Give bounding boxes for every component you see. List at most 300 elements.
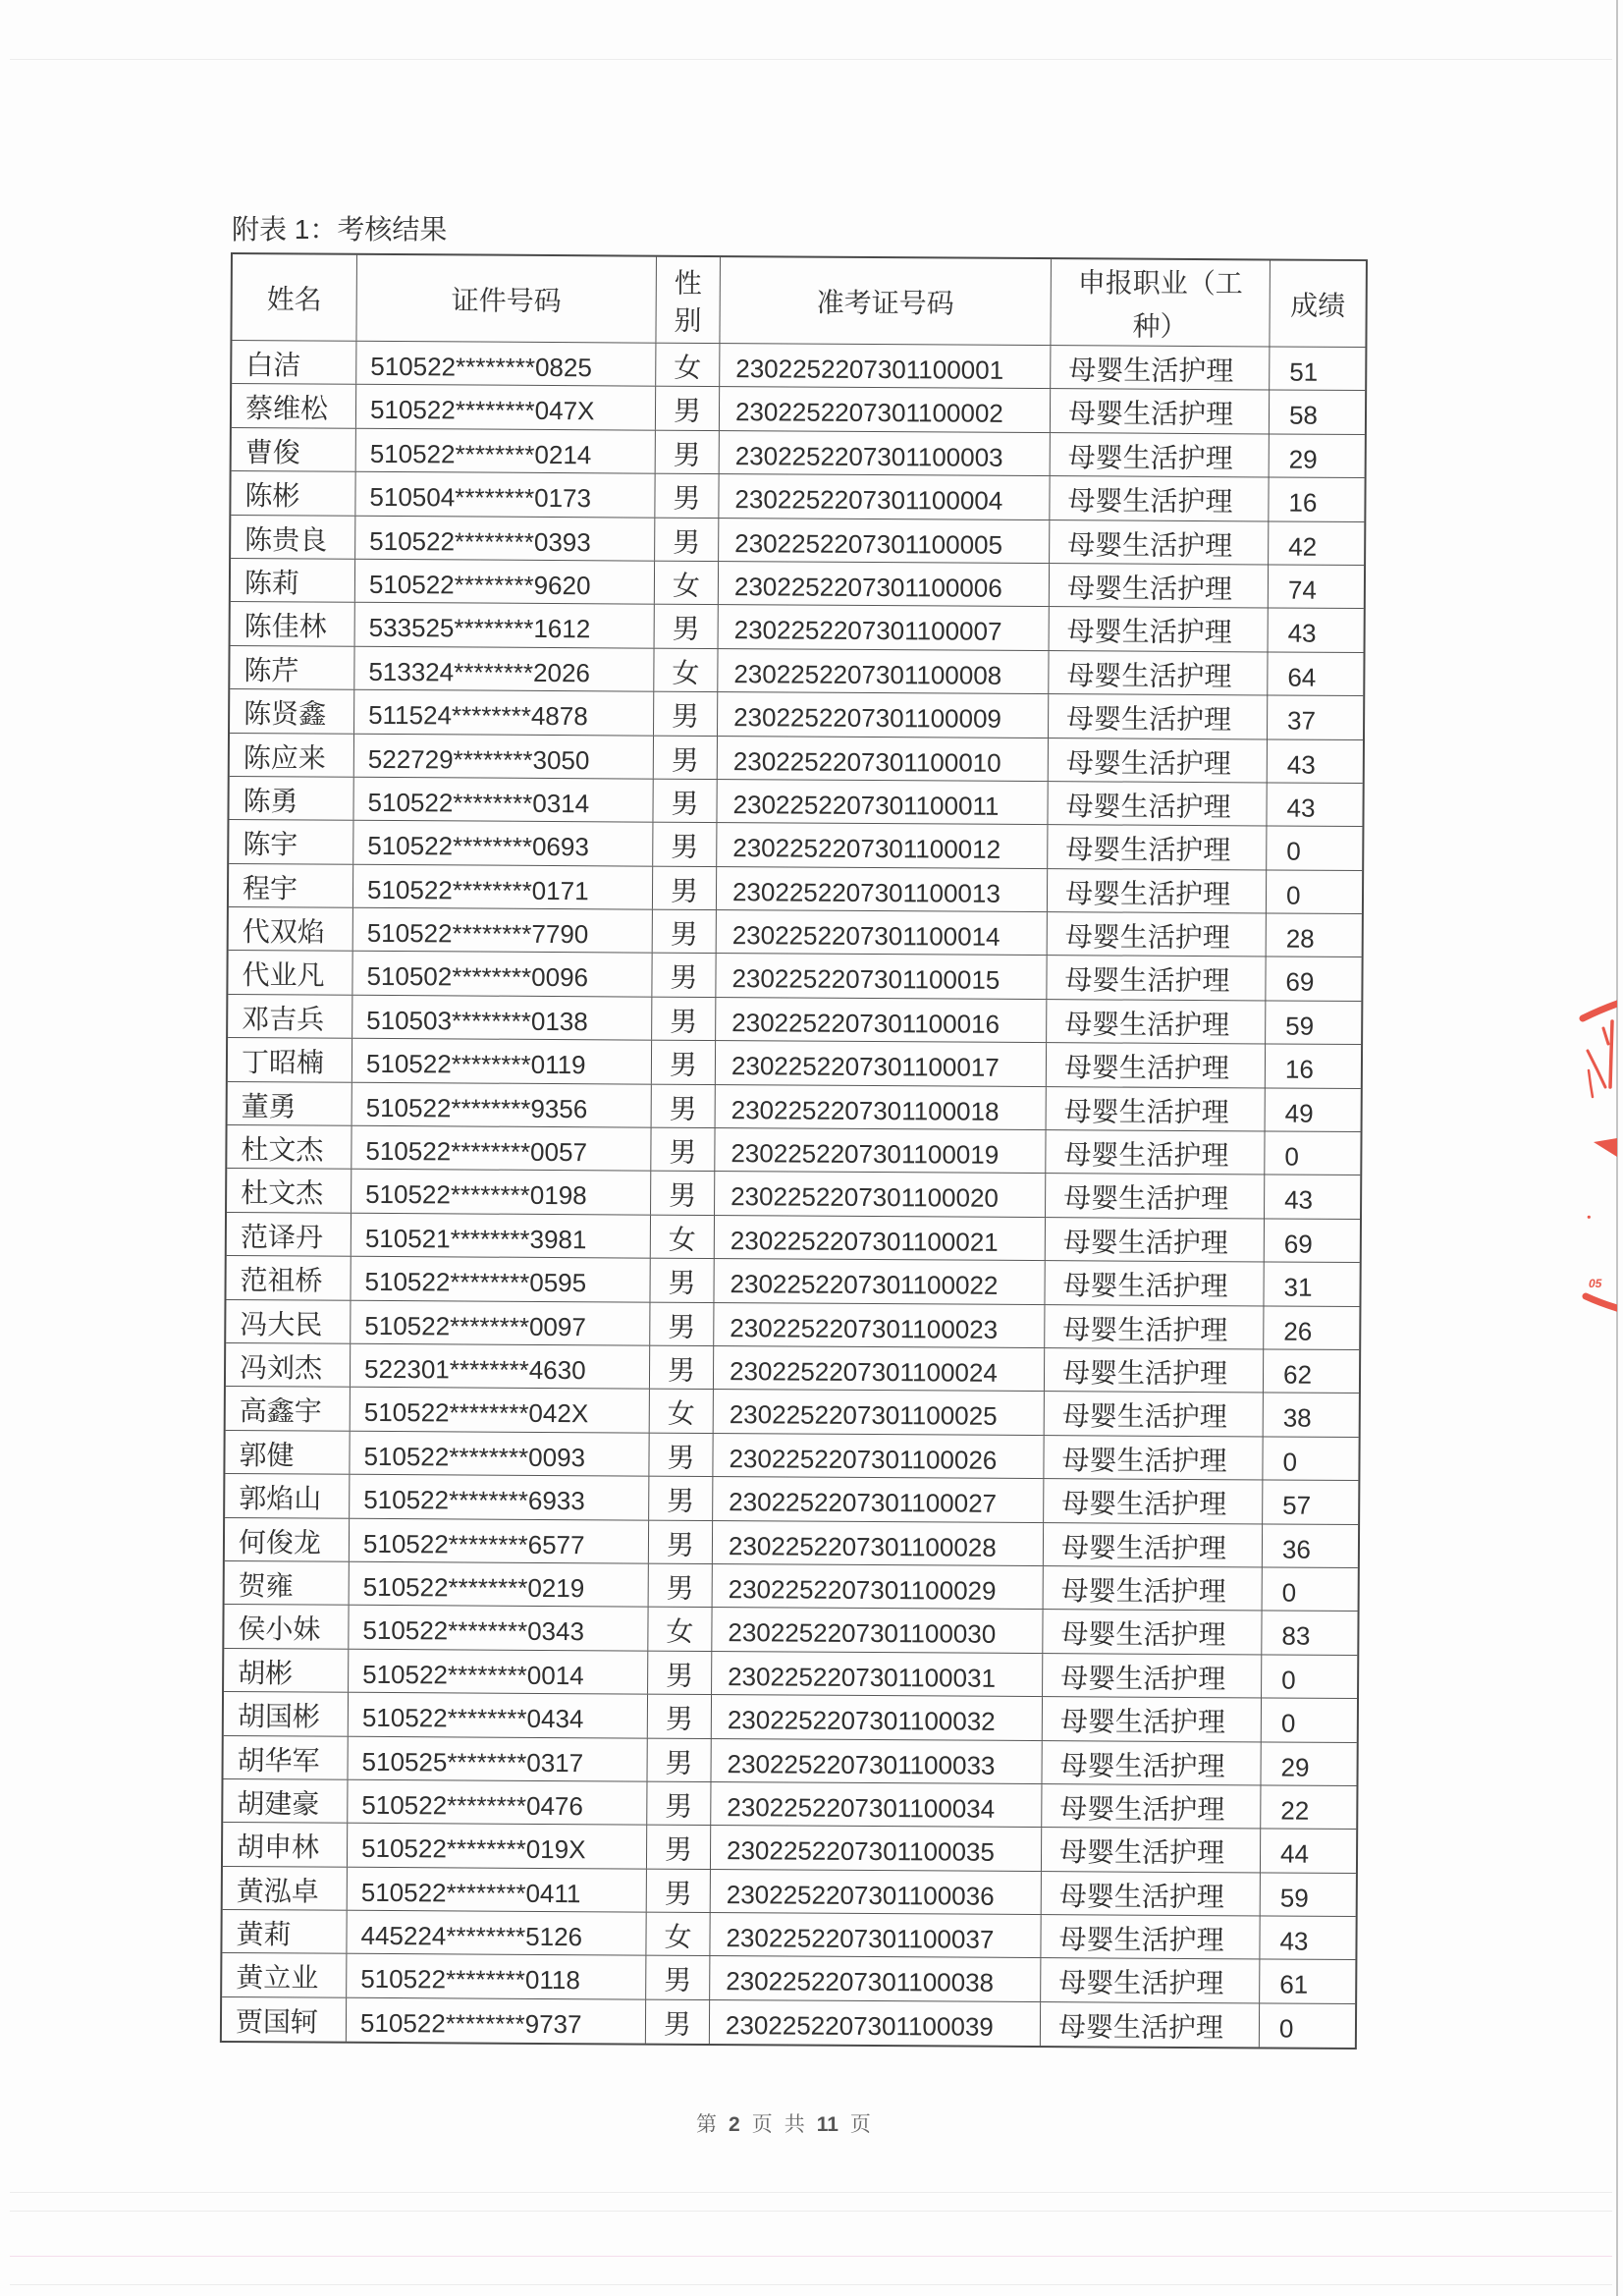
cell-id-number: 533525********1612 <box>355 603 655 647</box>
cell-id-number: 510522********9356 <box>352 1082 652 1126</box>
cell-score: 0 <box>1285 880 1301 910</box>
table-row <box>225 1431 1358 1481</box>
cell-name: 高鑫宇 <box>226 1387 351 1430</box>
cell-gender: 男 <box>648 1695 712 1738</box>
cell-id-number: 510522********0314 <box>353 778 653 822</box>
cell-gender: 男 <box>653 780 717 823</box>
cell-score: 69 <box>1285 967 1315 998</box>
seal-text: 05 <box>1589 1277 1602 1290</box>
cell-gender: 男 <box>652 1084 716 1127</box>
cell-score: 61 <box>1279 1970 1309 2000</box>
table-row <box>226 1300 1359 1350</box>
cell-name: 代双焰 <box>229 907 353 951</box>
cell-gender: 男 <box>650 1259 714 1302</box>
cell-name: 陈芹 <box>230 646 354 689</box>
cell-occupation: 母婴生活护理 <box>1046 1175 1265 1219</box>
cell-score: 29 <box>1288 444 1318 474</box>
table-row <box>231 471 1364 521</box>
cell-ticket-number: 2302252207301100034 <box>711 1782 1042 1827</box>
cell-occupation: 母婴生活护理 <box>1043 1654 1262 1698</box>
table-row <box>231 516 1364 566</box>
cell-score: 58 <box>1288 400 1319 431</box>
table-row <box>231 559 1364 609</box>
cell-score: 42 <box>1288 531 1318 562</box>
cell-score: 83 <box>1281 1620 1311 1652</box>
cell-name: 贺雍 <box>225 1561 350 1605</box>
cell-id-number: 511524********4878 <box>354 690 654 735</box>
cell-ticket-number: 2302252207301100017 <box>716 1041 1047 1085</box>
table-row <box>223 1779 1356 1830</box>
header-name <box>232 254 357 341</box>
cell-name: 陈莉 <box>231 559 355 602</box>
cell-occupation: 母婴生活护理 <box>1045 1261 1264 1305</box>
cell-score: 43 <box>1287 618 1317 649</box>
cell-occupation: 母婴生活护理 <box>1047 1043 1266 1087</box>
cell-score: 22 <box>1280 1795 1310 1826</box>
cell-ticket-number: 2302252207301100015 <box>716 955 1047 999</box>
cell-gender: 男 <box>655 518 719 561</box>
cell-score: 0 <box>1278 2013 1294 2044</box>
cell-gender: 男 <box>652 997 716 1040</box>
cell-occupation: 母婴生活护理 <box>1048 869 1267 913</box>
cell-id-number: 510522********9620 <box>355 560 655 604</box>
table-row <box>226 1256 1359 1306</box>
cell-id-number: 510522********0093 <box>350 1432 649 1476</box>
cell-id-number: 510522********0476 <box>348 1780 647 1825</box>
cell-id-number: 510521********3981 <box>352 1214 651 1258</box>
cell-id-number: 510522********0057 <box>352 1126 651 1171</box>
cell-ticket-number: 2302252207301100030 <box>712 1608 1043 1652</box>
cell-ticket-number: 2302252207301100020 <box>715 1172 1046 1216</box>
cell-ticket-number: 2302252207301100012 <box>717 823 1048 867</box>
header-gender-label: 性别 <box>674 267 702 336</box>
cell-name: 丁昭楠 <box>228 1038 352 1081</box>
cell-gender: 男 <box>655 474 719 518</box>
cell-id-number: 510522********0119 <box>352 1039 652 1083</box>
cell-occupation: 母婴生活护理 <box>1050 564 1269 608</box>
cell-id-number: 510522********9737 <box>347 1998 646 2044</box>
header-name-label: 姓名 <box>266 283 322 315</box>
cell-name: 邓吉兵 <box>228 995 352 1038</box>
cell-name: 代业凡 <box>228 951 352 994</box>
header-score <box>1270 260 1366 347</box>
cell-occupation: 母婴生活护理 <box>1044 1566 1263 1611</box>
cell-score: 31 <box>1283 1272 1313 1302</box>
table-row <box>228 1038 1361 1088</box>
cell-name: 黄立业 <box>222 1953 347 1996</box>
cell-id-number: 510522********0014 <box>349 1649 648 1693</box>
cell-occupation: 母婴生活护理 <box>1043 1697 1262 1741</box>
cell-occupation: 母婴生活护理 <box>1050 476 1269 520</box>
cell-id-number: 510522********0693 <box>353 821 653 865</box>
table-row <box>229 820 1362 870</box>
cell-gender: 男 <box>654 692 718 736</box>
cell-occupation: 母婴生活护理 <box>1046 1218 1265 1262</box>
cell-gender: 男 <box>649 1477 713 1520</box>
cell-ticket-number: 2302252207301100032 <box>712 1695 1043 1739</box>
cell-occupation: 母婴生活护理 <box>1047 1087 1266 1131</box>
table-row <box>231 602 1364 652</box>
cell-gender: 男 <box>647 1738 711 1781</box>
table-row <box>222 1910 1355 1960</box>
cell-id-number: 510522********0343 <box>349 1606 648 1650</box>
table-row <box>225 1474 1358 1524</box>
cell-name: 白洁 <box>232 341 356 384</box>
cell-ticket-number: 2302252207301100038 <box>710 1956 1041 2000</box>
cell-occupation: 母婴生活护理 <box>1048 912 1267 957</box>
table-row <box>232 341 1365 391</box>
scan-line <box>10 2284 1612 2285</box>
cell-id-number: 510522********0097 <box>351 1300 650 1344</box>
cell-score: 0 <box>1282 1447 1298 1477</box>
cell-gender: 男 <box>654 736 718 779</box>
table-row <box>228 1082 1361 1132</box>
table-row <box>229 777 1362 827</box>
cell-gender: 男 <box>653 866 717 909</box>
cell-ticket-number: 2302252207301100028 <box>713 1521 1044 1565</box>
table-row <box>227 1169 1360 1219</box>
cell-ticket-number: 2302252207301100003 <box>720 431 1051 475</box>
cell-name: 杜文杰 <box>227 1169 352 1212</box>
cell-id-number: 510522********0118 <box>347 1954 646 1998</box>
cell-ticket-number: 2302252207301100035 <box>711 1826 1042 1870</box>
cell-gender: 男 <box>646 1956 710 1999</box>
cell-gender: 男 <box>652 954 716 997</box>
cell-ticket-number: 2302252207301100013 <box>717 867 1048 911</box>
cell-gender: 男 <box>647 1869 711 1912</box>
cell-gender: 男 <box>652 1041 716 1084</box>
table-row <box>230 689 1363 739</box>
cell-occupation: 母婴生活护理 <box>1049 694 1268 738</box>
cell-id-number: 510503********0138 <box>352 996 652 1040</box>
cell-gender: 女 <box>646 1913 710 1956</box>
cell-occupation: 母婴生活护理 <box>1041 2002 1260 2048</box>
cell-occupation: 母婴生活护理 <box>1050 607 1269 651</box>
cell-score: 64 <box>1287 662 1317 692</box>
page-footer <box>696 2112 871 2138</box>
cell-gender: 男 <box>648 1651 712 1694</box>
cell-gender: 男 <box>646 1999 710 2044</box>
cell-id-number: 510522********7790 <box>353 908 653 953</box>
header-id-number-label: 证件号码 <box>451 284 562 316</box>
cell-occupation: 母婴生活护理 <box>1050 520 1269 565</box>
cell-score: 0 <box>1286 836 1301 866</box>
cell-score: 36 <box>1281 1534 1311 1564</box>
cell-occupation: 母婴生活护理 <box>1044 1479 1263 1523</box>
cell-occupation: 母婴生活护理 <box>1041 1959 1260 2003</box>
cell-score: 62 <box>1282 1359 1313 1390</box>
cell-id-number: 510522********0219 <box>350 1562 649 1607</box>
cell-score: 59 <box>1285 1011 1315 1041</box>
cell-id-number: 513324********2026 <box>354 647 654 691</box>
cell-ticket-number: 2302252207301100027 <box>713 1477 1044 1521</box>
cell-occupation: 母婴生活护理 <box>1047 957 1266 1001</box>
scan-line <box>10 2256 1612 2257</box>
cell-name: 范祖桥 <box>226 1256 351 1299</box>
cell-id-number: 510522********0434 <box>349 1693 648 1737</box>
cell-ticket-number: 2302252207301100039 <box>710 2000 1041 2046</box>
seal-icon <box>1571 982 1617 1326</box>
cell-score: 37 <box>1287 705 1317 736</box>
table-row <box>224 1692 1357 1742</box>
cell-score: 44 <box>1279 1838 1310 1870</box>
cell-gender: 男 <box>649 1564 713 1608</box>
cell-occupation: 母婴生活护理 <box>1042 1872 1261 1916</box>
cell-score: 0 <box>1280 1708 1296 1738</box>
cell-occupation: 母婴生活护理 <box>1042 1741 1261 1785</box>
cell-id-number: 510522********0198 <box>352 1170 651 1214</box>
table-header-row <box>232 254 1366 348</box>
cell-gender: 女 <box>648 1608 712 1651</box>
cell-id-number: 510504********0173 <box>355 472 655 517</box>
cell-occupation: 母婴生活护理 <box>1042 1828 1261 1872</box>
cell-gender: 女 <box>655 562 719 605</box>
cell-ticket-number: 2302252207301100002 <box>720 387 1051 431</box>
cell-name: 陈彬 <box>231 471 355 515</box>
cell-ticket-number: 2302252207301100009 <box>718 692 1049 737</box>
cell-ticket-number: 2302252207301100037 <box>710 1913 1041 1957</box>
cell-gender: 男 <box>651 1128 715 1172</box>
cell-score: 69 <box>1283 1229 1313 1259</box>
cell-score: 0 <box>1284 1141 1299 1172</box>
table-row <box>226 1387 1359 1437</box>
cell-id-number: 510522********047X <box>356 385 656 429</box>
cell-ticket-number: 2302252207301100029 <box>713 1564 1044 1609</box>
footer-total-pages: 11 <box>816 2113 839 2136</box>
results-table <box>220 252 1368 2050</box>
table-row <box>226 1343 1359 1394</box>
cell-ticket-number: 2302252207301100014 <box>717 910 1048 955</box>
footer-page-unit: 页 <box>751 2113 773 2136</box>
cell-occupation: 母婴生活护理 <box>1046 1130 1265 1175</box>
cell-occupation: 母婴生活护理 <box>1047 1000 1266 1044</box>
header-occupation-label: 申报职业（工种） <box>1077 266 1243 342</box>
cell-score: 43 <box>1279 1926 1309 1956</box>
cell-ticket-number: 2302252207301100006 <box>719 562 1050 606</box>
cell-score: 0 <box>1281 1577 1297 1608</box>
cell-occupation: 母婴生活护理 <box>1045 1392 1264 1436</box>
cell-id-number: 510522********6933 <box>350 1475 649 1519</box>
cell-name: 曹俊 <box>232 428 356 471</box>
cell-gender: 男 <box>653 823 717 866</box>
cell-id-number: 522301********4630 <box>351 1344 650 1389</box>
header-id-number <box>356 255 657 343</box>
cell-ticket-number: 2302252207301100010 <box>718 737 1049 781</box>
cell-id-number: 510522********0595 <box>351 1257 650 1301</box>
cell-ticket-number: 2302252207301100036 <box>711 1870 1042 1914</box>
footer-total-label: 共 <box>784 2113 805 2136</box>
table-row <box>228 995 1361 1045</box>
cell-name: 陈贤鑫 <box>230 689 354 733</box>
table-row <box>230 646 1363 696</box>
cell-ticket-number: 2302252207301100019 <box>715 1128 1046 1173</box>
cell-score: 74 <box>1287 574 1317 605</box>
cell-gender: 男 <box>651 1172 715 1215</box>
cell-ticket-number: 2302252207301100026 <box>713 1434 1044 1478</box>
cell-id-number: 510522********0411 <box>348 1867 647 1911</box>
cell-ticket-number: 2302252207301100018 <box>716 1085 1047 1129</box>
scan-line <box>10 59 1612 60</box>
cell-name: 程宇 <box>229 864 353 907</box>
cell-name: 胡申林 <box>223 1823 348 1866</box>
cell-name: 胡国彬 <box>224 1692 349 1735</box>
cell-name: 陈勇 <box>229 777 353 820</box>
table-row <box>225 1561 1358 1612</box>
cell-ticket-number: 2302252207301100022 <box>714 1259 1045 1303</box>
table-row <box>232 428 1365 478</box>
page-title: 附表 1：考核结果 <box>232 214 448 245</box>
cell-score: 16 <box>1284 1054 1314 1085</box>
cell-name: 范译丹 <box>227 1213 352 1256</box>
cell-name: 陈应来 <box>230 734 354 777</box>
cell-score: 29 <box>1280 1752 1310 1782</box>
cell-gender: 男 <box>650 1346 714 1390</box>
cell-name: 蔡维松 <box>232 384 356 427</box>
table-row <box>223 1823 1356 1873</box>
cell-ticket-number: 2302252207301100025 <box>714 1390 1045 1434</box>
footer-total-unit: 页 <box>849 2113 871 2136</box>
cell-name: 胡华军 <box>224 1735 349 1778</box>
cell-id-number: 510522********0214 <box>356 429 656 473</box>
table-row <box>223 1867 1356 1917</box>
cell-occupation: 母婴生活护理 <box>1049 651 1268 695</box>
table-row <box>229 864 1362 914</box>
cell-occupation: 母婴生活护理 <box>1044 1436 1263 1480</box>
cell-id-number: 510522********0825 <box>356 342 656 386</box>
cell-score: 16 <box>1288 487 1318 518</box>
cell-gender: 男 <box>656 430 720 473</box>
cell-ticket-number: 2302252207301100001 <box>720 344 1051 388</box>
table-row <box>224 1735 1357 1785</box>
cell-score: 43 <box>1284 1184 1314 1216</box>
table-row <box>228 951 1361 1001</box>
cell-id-number: 510522********019X <box>348 1824 647 1868</box>
cell-name: 郭焰山 <box>225 1474 350 1517</box>
cell-ticket-number: 2302252207301100016 <box>716 998 1047 1042</box>
cell-ticket-number: 2302252207301100011 <box>717 780 1048 824</box>
cell-name: 侯小妹 <box>224 1605 349 1648</box>
cell-score: 0 <box>1281 1665 1296 1695</box>
cell-name: 胡建豪 <box>223 1779 348 1823</box>
cell-gender: 女 <box>650 1390 714 1433</box>
table-row <box>222 1953 1355 2003</box>
cell-gender: 男 <box>655 605 719 648</box>
cell-score: 59 <box>1279 1883 1309 1913</box>
cell-name: 杜文杰 <box>227 1125 352 1169</box>
table-row <box>222 1997 1355 2048</box>
cell-score: 38 <box>1282 1402 1312 1434</box>
cell-occupation: 母婴生活护理 <box>1051 433 1270 477</box>
cell-name: 贾国轲 <box>222 1997 347 2042</box>
table-row <box>224 1649 1357 1699</box>
cell-id-number: 445224********5126 <box>347 1911 646 1955</box>
cell-score: 26 <box>1283 1316 1313 1346</box>
cell-ticket-number: 2302252207301100024 <box>714 1346 1045 1391</box>
cell-occupation: 母婴生活护理 <box>1048 825 1267 869</box>
cell-occupation: 母婴生活护理 <box>1042 1784 1261 1829</box>
table-row <box>227 1125 1360 1175</box>
cell-name: 郭健 <box>225 1431 350 1474</box>
scan-line <box>10 2211 1612 2212</box>
cell-name: 胡彬 <box>224 1649 349 1692</box>
header-ticket-number-label: 准考证号码 <box>816 287 954 319</box>
cell-name: 陈佳林 <box>231 602 355 645</box>
cell-name: 冯大民 <box>226 1300 351 1343</box>
cell-name: 陈宇 <box>229 820 353 863</box>
table-row <box>229 907 1362 957</box>
cell-ticket-number: 2302252207301100031 <box>712 1652 1043 1696</box>
cell-name: 陈贵良 <box>231 516 355 559</box>
table-row <box>230 734 1363 784</box>
cell-gender: 男 <box>650 1302 714 1345</box>
header-gender <box>656 257 721 343</box>
cell-ticket-number: 2302252207301100023 <box>714 1303 1045 1347</box>
table-row <box>232 384 1365 434</box>
table-row <box>225 1518 1358 1568</box>
table-body <box>222 341 1366 2048</box>
cell-score: 49 <box>1284 1098 1314 1128</box>
cell-ticket-number: 2302252207301100021 <box>715 1216 1046 1260</box>
cell-name: 冯刘杰 <box>226 1343 351 1387</box>
cell-ticket-number: 2302252207301100004 <box>719 474 1050 519</box>
table-row <box>224 1605 1357 1655</box>
cell-occupation: 母婴生活护理 <box>1045 1305 1264 1349</box>
footer-current-page: 2 <box>729 2113 740 2136</box>
footer-prefix: 第 <box>696 2113 717 2136</box>
cell-ticket-number: 2302252207301100005 <box>719 519 1050 563</box>
cell-id-number: 510502********0096 <box>352 952 652 996</box>
cell-occupation: 母婴生活护理 <box>1051 389 1270 433</box>
cell-name: 何俊龙 <box>225 1518 350 1561</box>
table-row <box>227 1213 1360 1263</box>
red-seal-fragment <box>1571 982 1617 1326</box>
cell-ticket-number: 2302252207301100007 <box>719 605 1050 649</box>
cell-gender: 男 <box>656 387 720 430</box>
cell-name: 董勇 <box>228 1082 352 1125</box>
cell-score: 28 <box>1285 923 1315 954</box>
cell-id-number: 510522********042X <box>351 1388 650 1432</box>
cell-occupation: 母婴生活护理 <box>1051 346 1270 390</box>
header-ticket-number <box>720 257 1052 345</box>
cell-occupation: 母婴生活护理 <box>1045 1348 1264 1393</box>
cell-occupation: 母婴生活护理 <box>1049 738 1268 783</box>
cell-occupation: 母婴生活护理 <box>1041 1915 1260 1959</box>
header-occupation <box>1051 259 1271 346</box>
cell-id-number: 510522********0171 <box>353 864 653 908</box>
cell-score: 43 <box>1286 749 1316 780</box>
cell-name: 黄莉 <box>222 1910 347 1953</box>
cell-gender: 男 <box>647 1826 711 1869</box>
cell-gender: 女 <box>651 1215 715 1258</box>
cell-gender: 男 <box>653 910 717 954</box>
cell-ticket-number: 2302252207301100033 <box>711 1739 1042 1783</box>
cell-score: 57 <box>1282 1490 1312 1520</box>
scan-line <box>10 2192 1612 2193</box>
cell-gender: 女 <box>656 344 720 387</box>
cell-occupation: 母婴生活护理 <box>1044 1523 1263 1567</box>
cell-occupation: 母婴生活护理 <box>1048 782 1267 826</box>
cell-score: 51 <box>1289 356 1319 387</box>
cell-gender: 男 <box>649 1433 713 1476</box>
cell-gender: 女 <box>654 648 718 691</box>
cell-id-number: 522729********3050 <box>354 734 654 778</box>
header-score-label: 成绩 <box>1290 290 1346 321</box>
cell-id-number: 510522********6577 <box>350 1518 649 1562</box>
cell-occupation: 母婴生活护理 <box>1043 1610 1262 1654</box>
cell-gender: 男 <box>647 1782 711 1826</box>
cell-name: 黄泓卓 <box>223 1867 348 1910</box>
cell-ticket-number: 2302252207301100008 <box>718 649 1049 693</box>
